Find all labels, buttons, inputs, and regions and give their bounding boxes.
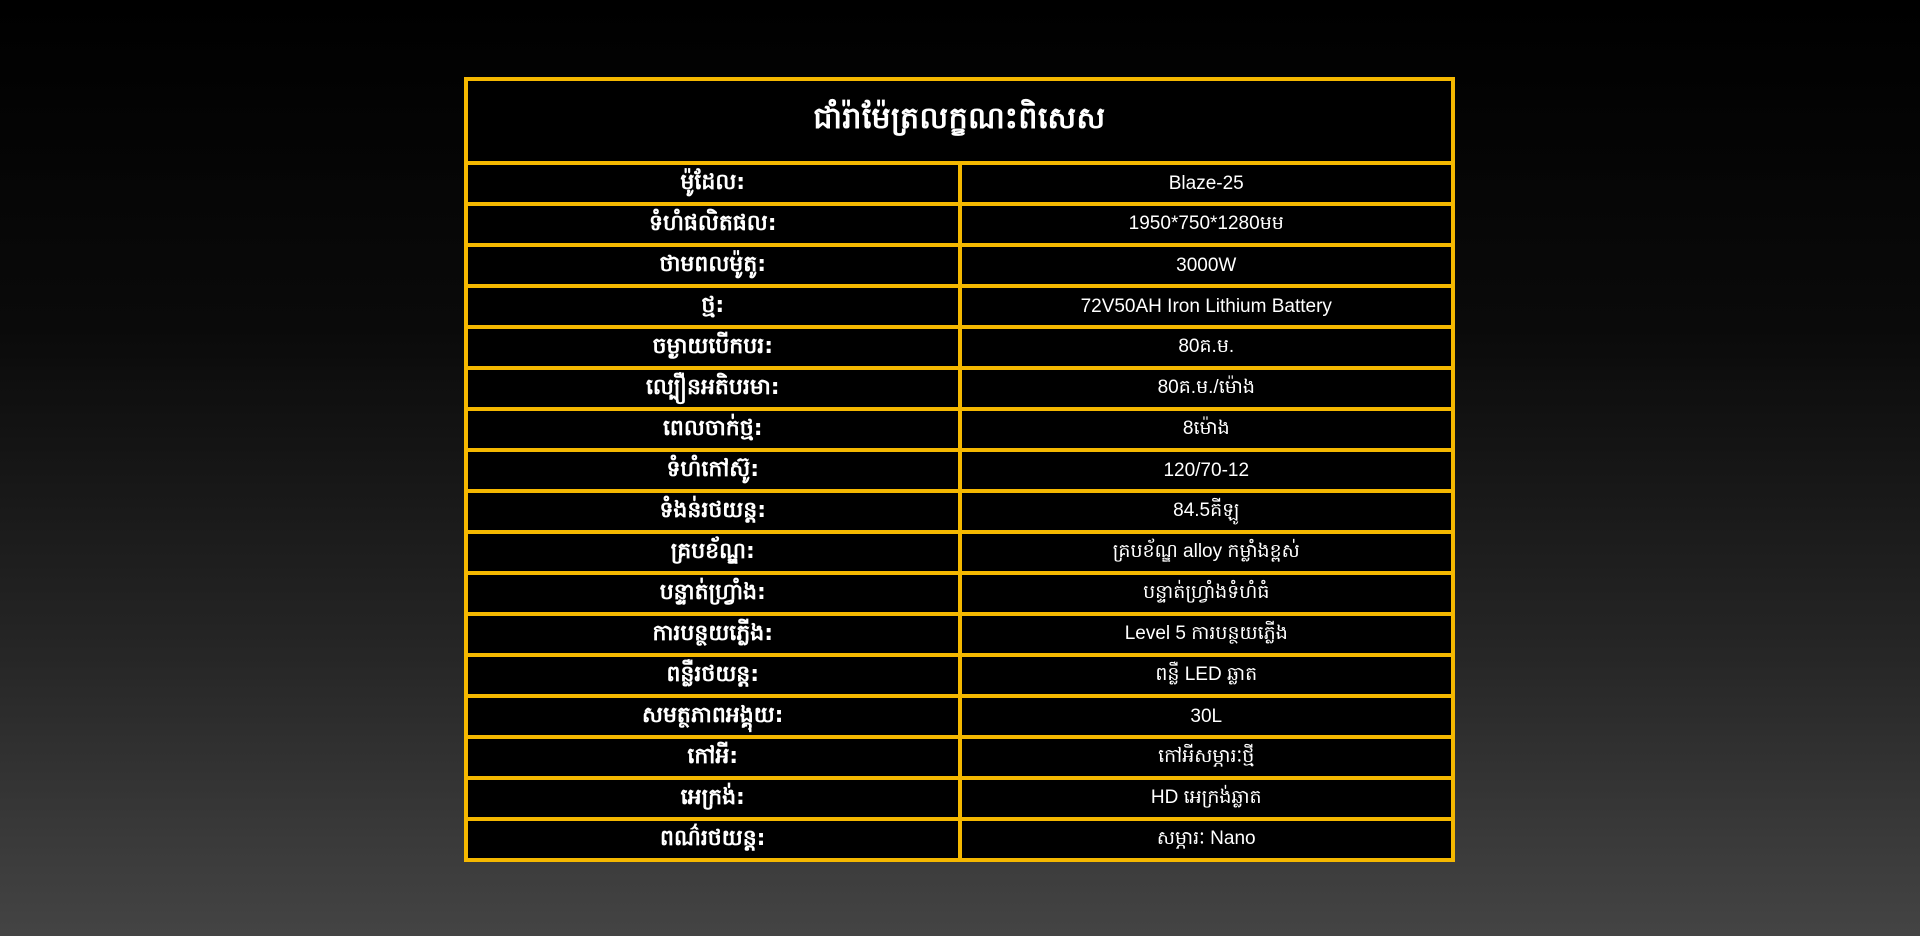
spec-value: គ្របខ័ណ្ឌ alloy កម្លាំងខ្ពស់ bbox=[960, 532, 1454, 573]
spec-value: 80គ.ម./ម៉ោង bbox=[960, 368, 1454, 409]
table-row bbox=[466, 778, 1453, 819]
spec-value: 120/70-12 bbox=[960, 450, 1454, 491]
spec-label: ការបន្ថយភ្លើង: bbox=[466, 614, 960, 655]
spec-value: HD អេក្រង់ឆ្លាត bbox=[960, 778, 1454, 819]
spec-label: ថ្ម: bbox=[466, 286, 960, 327]
spec-value: 1950*750*1280មម bbox=[960, 204, 1454, 245]
spec-label: ចម្ងាយបើកបរ: bbox=[466, 327, 960, 368]
spec-label: គ្របខ័ណ្ឌ: bbox=[466, 532, 960, 573]
table-row bbox=[466, 409, 1453, 450]
table-row bbox=[466, 368, 1453, 409]
spec-label: អេក្រង់: bbox=[466, 778, 960, 819]
spec-label: សមត្ថភាពអង្គុយ: bbox=[466, 696, 960, 737]
spec-label: ថាមពលម៉ូតូ: bbox=[466, 245, 960, 286]
spec-label: ទំងន់រថយន្ត: bbox=[466, 491, 960, 532]
table-row bbox=[466, 614, 1453, 655]
spec-label: ទំហំផលិតផល: bbox=[466, 204, 960, 245]
table-row bbox=[466, 204, 1453, 245]
spec-table bbox=[464, 77, 1455, 862]
table-row bbox=[466, 286, 1453, 327]
spec-label: ល្បឿនអតិបរមា: bbox=[466, 368, 960, 409]
spec-label: បន្ទាត់ហ្វ្រាំង: bbox=[466, 573, 960, 614]
table-row bbox=[466, 573, 1453, 614]
table-row bbox=[466, 655, 1453, 696]
table-title: ជាំរ៉ាម៉ែត្រលក្ខណះពិសេស bbox=[466, 79, 1453, 163]
spec-label: កៅអី: bbox=[466, 737, 960, 778]
spec-value: 8ម៉ោង bbox=[960, 409, 1454, 450]
spec-value: សម្ភារៈ Nano bbox=[960, 819, 1454, 860]
table-row bbox=[466, 532, 1453, 573]
spec-value: បន្ទាត់ហ្វ្រាំងទំហំធំ bbox=[960, 573, 1454, 614]
spec-value: 3000W bbox=[960, 245, 1454, 286]
spec-value: 84.5គីឡូ bbox=[960, 491, 1454, 532]
table-row bbox=[466, 163, 1453, 204]
spec-label: ពេលចាក់ថ្ម: bbox=[466, 409, 960, 450]
spec-value: Level 5 ការបន្ថយភ្លើង bbox=[960, 614, 1454, 655]
spec-value: Blaze-25 bbox=[960, 163, 1454, 204]
spec-value: 72V50AH Iron Lithium Battery bbox=[960, 286, 1454, 327]
spec-label: ពន្លឺរថយន្ត: bbox=[466, 655, 960, 696]
table-row bbox=[466, 696, 1453, 737]
spec-value: កៅអីសម្ភារៈថ្មី bbox=[960, 737, 1454, 778]
table-row bbox=[466, 819, 1453, 860]
table-row bbox=[466, 491, 1453, 532]
spec-label: ពណ៌រថយន្ត: bbox=[466, 819, 960, 860]
spec-value: 30L bbox=[960, 696, 1454, 737]
spec-value: ពន្លឺ LED ឆ្លាត bbox=[960, 655, 1454, 696]
spec-label: ទំហំកៅស៊ូ: bbox=[466, 450, 960, 491]
spec-label: ម៉ូដែល: bbox=[466, 163, 960, 204]
table-row bbox=[466, 327, 1453, 368]
table-row bbox=[466, 737, 1453, 778]
spec-value: 80គ.ម. bbox=[960, 327, 1454, 368]
table-row bbox=[466, 245, 1453, 286]
table-row bbox=[466, 450, 1453, 491]
table-header-row bbox=[466, 79, 1453, 163]
